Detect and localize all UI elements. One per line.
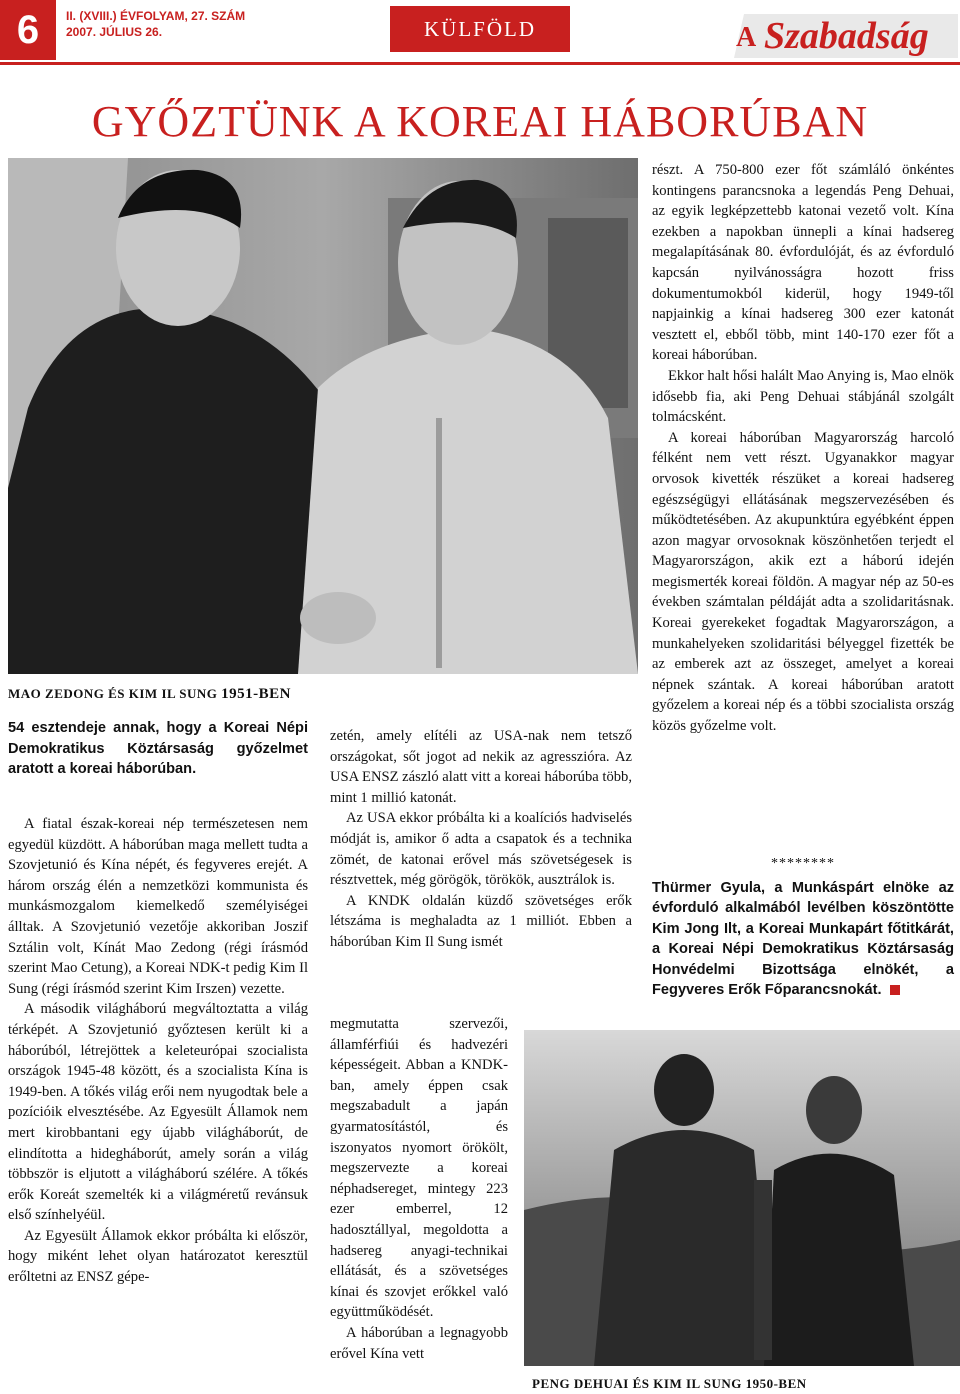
col2-narrow-text: megmutatta szervezői, államférfiúi és hadvezéri képességeit. Abban a KNDK-ban, amely éppen csak megszabadult a japán gyarmatosítástól, és iszonyatos nyomort örökölt, megszervezte a koreai néphadsereget, mintegy 223 ezer emberrel, 12 hadosztállyal, megoldotta a hadsereg anyagi-technikai ellátását, és a szövetséges kínai és szovjet erőkkel való együttműködését. bbox=[330, 1016, 508, 1321]
col1-paragraph-3: Az Egyesült Államok ekkor próbálta ki először, hogy miként lehet olyan határozatot keresztül erőltetni az ENSZ gépe- bbox=[8, 1227, 308, 1286]
col1-paragraph-2: A második világháború megváltoztatta a világ térképét. A Szovjetunió győztesen került ki a háborúból, létrejöttek a keleteurópai szocialista országok 1945-48 között, és a szocialista Kína is 1949-ben. A tőkés világ erői nem nyugodtak bele a pozícióik elvesztésébe. Az Egyesült Államok nem mert kirobbantani egy újabb világháborút, de elindította a hidegháborút, amely során a világ többször is eljutott a világháború szélére. A tőkés erők Koreát szemelték ki a világméretű revánsuk első színhelyéül. bbox=[8, 1001, 308, 1224]
logo-name: Szabadság bbox=[764, 15, 929, 57]
photo1-caption-year: 1951-BEN bbox=[221, 686, 291, 702]
closing-text: Thürmer Gyula, a Munkáspárt elnöke az évforduló alkalmából levélben köszöntötte Kim Jong Ilt, a Koreai Munkapárt főtitkárát, a Koreai Népi Demokratikus Köztársaság Honvédelmi Bizottsága elnökét, a Fegyveres Erők Főparancsnokát. bbox=[652, 880, 954, 999]
photo-peng-kim bbox=[524, 1030, 960, 1366]
photo2-caption-year: 1950-BEN bbox=[745, 1376, 807, 1391]
section-label: KÜLFÖLD bbox=[390, 6, 570, 52]
separator-stars: ******** bbox=[771, 856, 835, 871]
date-line: 2007. JÚLIUS 26. bbox=[66, 25, 163, 39]
column-3 bbox=[652, 160, 954, 737]
photo2-caption bbox=[532, 1376, 807, 1392]
col2-paragraph-1: zetén, amely elítéli az USA-nak nem tetsző országokat, sőt jogot ad nekik az agresszióra. Az USA ENSZ zászló alatt vitt a koreai háborúba több, mint 1 millió katonát. bbox=[330, 728, 632, 806]
col2-paragraph-2: Az USA ekkor próbálta ki a koalíciós hadviselés módját is, amikor ő adta a csapatok és a technika zömét, de katonai erővel más szövetségesek is résztvettek, még görögök, törökök, ausztrálok is. bbox=[330, 810, 632, 889]
col2-last-text: A háborúban a legnagyobb erővel Kína vett bbox=[330, 1324, 508, 1362]
photo1-caption-name: MAO ZEDONG ÉS KIM IL SUNG bbox=[8, 686, 218, 701]
page-number: 6 bbox=[0, 0, 56, 60]
col3-paragraph-2: Ekkor halt hősi halált Mao Anying is, Mao elnök idősebb fia, aki Peng Dehuai stábjánál szolgált tolmácsként. bbox=[652, 367, 954, 426]
issue-info bbox=[66, 8, 245, 40]
end-mark-icon bbox=[890, 985, 900, 995]
col1-paragraph-1: A fiatal észak-koreai nép természetesen nem egyedül küzdött. A háborúban maga mellett tudta a Szovjetunió és Kína népét, és fegyveres erejét. A három ország élén a nemzetközi kommunista és munkásmozgalom kiemelkedő személyiségei álltak. A Szovjetunió vezetője akkoriban Joszif Sztálin volt, Kínát Mao Zedong (régi írásmód szerint Mao Cetung), a Koreai NDK-t pedig Kim Il Sung (régi írásmód szerint Kim Irszen) vezette. bbox=[8, 816, 308, 997]
column-2-narrow bbox=[330, 1014, 508, 1364]
newspaper-logo bbox=[730, 4, 958, 58]
logo-prefix: A bbox=[736, 22, 757, 53]
col3-paragraph-3: A koreai háborúban Magyarország harcoló félként nem vett részt. Ugyanakkor magyar orvosok kivették részüket a koreai hadsereg egészségügyi ellátásának megszervezésében és működtetésében. Az akupunktúra egyébként éppen azon magyar orvosoknak köszönhetően terjedt el Magyarországon, akik ezt a háború idején megismerték koreai földön. A magyar nép az 50-es években számtalan példáját adta a szolidaritásnak. Koreai gyerekeket fogadtak Magyarországon, a munkahelyeken szolidaritási bélyeggel fizették be az emberek azt az összeget, amelyet a koreai népnek szántak. A koreai háborúban aratott győzelem a koreai nép és a többi szocialista ország közös győzelme volt. bbox=[652, 429, 954, 735]
photo-mao-kim bbox=[8, 158, 638, 674]
header-rule bbox=[0, 62, 960, 65]
closing-paragraph bbox=[652, 878, 954, 1000]
headline: GYŐZTÜNK A KOREAI HÁBORÚBAN bbox=[91, 97, 869, 146]
col2-paragraph-3: A KNDK oldalán küzdő szövetséges erők létszáma is meghaladta az 1 milliót. Ebben a háborúban Kim Il Sung ismét bbox=[330, 892, 632, 950]
lead-paragraph: 54 esztendeje annak, hogy a Koreai Népi Demokratikus Köztársaság győzelmet aratott a koreai háborúban. bbox=[8, 720, 308, 778]
photo2-caption-name: PENG DEHUAI ÉS KIM IL SUNG bbox=[532, 1376, 742, 1391]
column-2 bbox=[330, 726, 632, 953]
column-1 bbox=[8, 814, 308, 1288]
photo1-caption bbox=[8, 686, 291, 703]
issue-line: II. (XVIII.) ÉVFOLYAM, 27. SZÁM bbox=[66, 9, 246, 23]
col3-paragraph-1: részt. A 750-800 ezer főt számláló önkéntes kontingens parancsnoka a legendás Peng Dehuai, az egyik legképzettebb katonai vezető volt. Kína ezekben a napokban ünnepli a kínai hadsereg megalapításának 80. évfordulóját, és az évforduló kapcsán nyilvánosságra hozott friss dokumentumokból kiderül, hogy 1949-től napjainkig a kínai hadsereg 300 ezer katonát vesztett el, ebből több, mint 140-170 ezer főt a koreai háborúban. bbox=[652, 162, 954, 364]
